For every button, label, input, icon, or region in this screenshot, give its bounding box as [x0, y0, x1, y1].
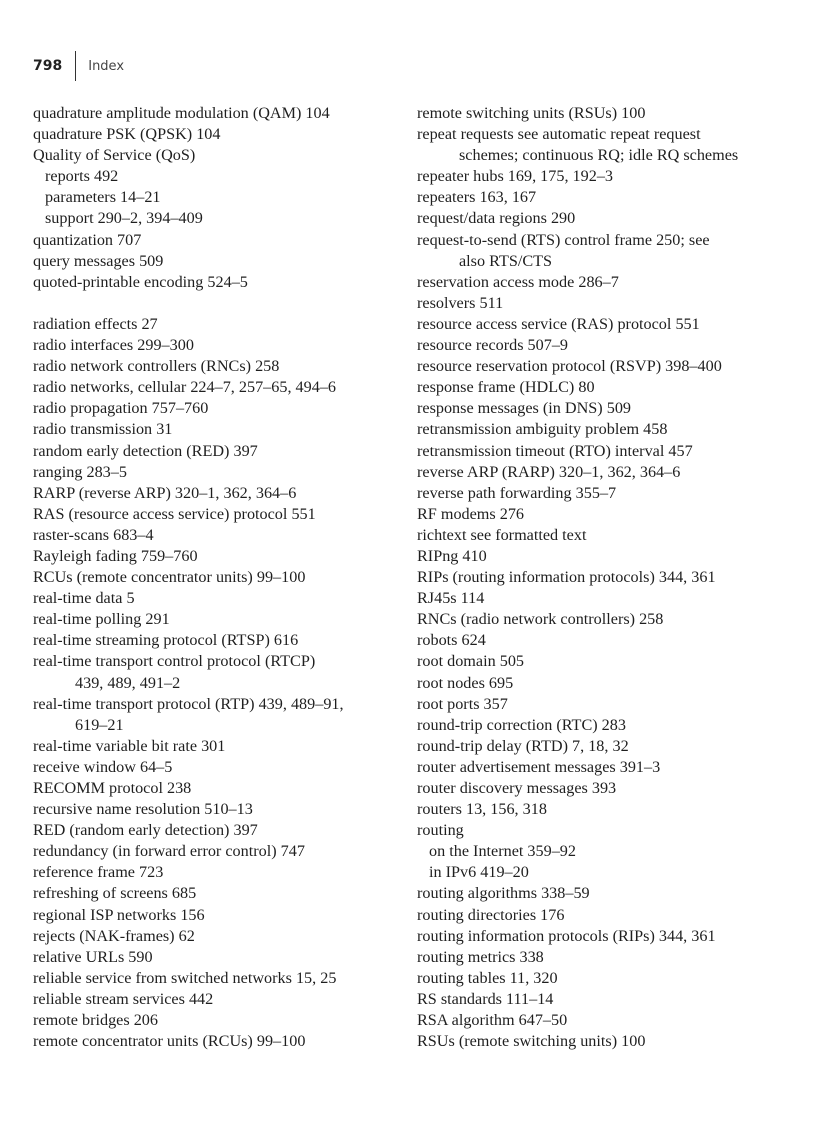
- index-entry: richtext see formatted text: [417, 525, 587, 544]
- index-entry: routing tables 11, 320: [417, 968, 558, 987]
- index-entry: response frame (HDLC) 80: [417, 378, 595, 397]
- index-entry: radio interfaces 299–300: [33, 336, 194, 355]
- index-entry-continuation: 439, 489, 491–2: [75, 673, 181, 692]
- index-entry: reliable service from switched networks 15, 25: [33, 968, 337, 987]
- index-entry: reference frame 723: [33, 863, 164, 882]
- index-entry: radio propagation 757–760: [33, 399, 209, 418]
- index-entry: raster-scans 683–4: [33, 525, 154, 544]
- index-entry: RF modems 276: [417, 504, 525, 523]
- index-entry: reverse ARP (RARP) 320–1, 362, 364–6: [417, 462, 681, 481]
- index-entry: request-to-send (RTS) control frame 250; see: [417, 230, 710, 249]
- section-gap: [33, 293, 344, 314]
- index-entry: rejects (NAK-frames) 62: [33, 926, 195, 945]
- index-entry: radio transmission 31: [33, 420, 173, 439]
- index-entry: Quality of Service (QoS): [33, 146, 196, 165]
- index-entry: receive window 64–5: [33, 757, 173, 776]
- index-entry: RNCs (radio network controllers) 258: [417, 610, 664, 629]
- index-entry: reservation access mode 286–7: [417, 272, 619, 291]
- index-entry: radio networks, cellular 224–7, 257–65, 494–6: [33, 378, 337, 397]
- index-entry: root nodes 695: [417, 673, 514, 692]
- index-entry: retransmission timeout (RTO) interval 457: [417, 441, 693, 460]
- index-entry: router discovery messages 393: [417, 779, 617, 797]
- index-entry: round-trip delay (RTD) 7, 18, 32: [417, 736, 629, 755]
- index-entry: RIPs (routing information protocols) 344, 361: [417, 568, 716, 587]
- index-subentry: reports 492: [45, 167, 119, 186]
- index-entry: recursive name resolution 510–13: [33, 800, 253, 819]
- index-entry: response messages (in DNS) 509: [417, 399, 632, 418]
- index-entry: routers 13, 156, 318: [417, 800, 547, 819]
- index-entry: RARP (reverse ARP) 320–1, 362, 364–6: [33, 483, 297, 502]
- index-entry: RSA algorithm 647–50: [417, 1011, 568, 1030]
- index-subentry: on the Internet 359–92: [429, 842, 576, 861]
- index-entry: repeater hubs 169, 175, 192–3: [417, 167, 614, 186]
- index-entry: real-time streaming protocol (RTSP) 616: [33, 631, 299, 650]
- index-entry: routing information protocols (RIPs) 344, 361: [417, 926, 716, 945]
- index-entry: RAS (resource access service) protocol 551: [33, 504, 316, 523]
- index-subentry: support 290–2, 394–409: [45, 209, 203, 228]
- index-entry: regional ISP networks 156: [33, 905, 205, 924]
- index-entry-continuation: also RTS/CTS: [459, 251, 553, 270]
- index-column-left: [33, 103, 344, 1052]
- index-entry: root domain 505: [417, 652, 525, 671]
- index-entry: router advertisement messages 391–3: [417, 757, 661, 776]
- index-entry: RS standards 111–14: [417, 989, 554, 1008]
- index-subentry: parameters 14–21: [45, 188, 161, 207]
- index-entry: refreshing of screens 685: [33, 884, 197, 903]
- index-entry: remote bridges 206: [33, 1011, 158, 1030]
- index-entry: resolvers 511: [417, 293, 504, 312]
- index-entry: reliable stream services 442: [33, 989, 214, 1008]
- index-entry: real-time variable bit rate 301: [33, 736, 226, 755]
- index-entry: quadrature amplitude modulation (QAM) 104: [33, 104, 330, 122]
- index-entry: RJ45s 114: [417, 589, 485, 608]
- index-entry: remote switching units (RSUs) 100: [417, 104, 646, 122]
- index-entry: resource reservation protocol (RSVP) 398–400: [417, 357, 722, 376]
- index-entry: ranging 283–5: [33, 462, 127, 481]
- index-entry: real-time transport control protocol (RTCP): [33, 652, 316, 671]
- index-entry: resource access service (RAS) protocol 551: [417, 314, 700, 333]
- page-number: 798: [33, 58, 63, 74]
- index-entry: routing: [417, 821, 464, 840]
- index-entry: quoted-printable encoding 524–5: [33, 272, 248, 291]
- index-entry: reverse path forwarding 355–7: [417, 483, 617, 502]
- page-header: [33, 52, 124, 80]
- index-entry: routing metrics 338: [417, 947, 544, 966]
- index-entry: RSUs (remote switching units) 100: [417, 1032, 646, 1051]
- index-entry: Rayleigh fading 759–760: [33, 546, 198, 565]
- header-divider: [75, 51, 76, 81]
- index-entry: real-time data 5: [33, 589, 135, 608]
- index-entry: random early detection (RED) 397: [33, 441, 258, 460]
- index-entry: repeaters 163, 167: [417, 188, 537, 207]
- index-entry: round-trip correction (RTC) 283: [417, 715, 626, 734]
- index-entry: real-time transport protocol (RTP) 439, 489–91,: [33, 694, 344, 713]
- index-entry: resource records 507–9: [417, 336, 569, 355]
- index-entry: radiation effects 27: [33, 314, 158, 333]
- index-entry-continuation: 619–21: [75, 715, 124, 734]
- index-entry: RCUs (remote concentrator units) 99–100: [33, 568, 306, 587]
- index-entry: relative URLs 590: [33, 947, 153, 966]
- index-entry: real-time polling 291: [33, 610, 170, 629]
- index-entry: remote concentrator units (RCUs) 99–100: [33, 1032, 306, 1051]
- index-entry: query messages 509: [33, 251, 164, 270]
- index-entry: routing algorithms 338–59: [417, 884, 590, 903]
- index-entry-continuation: schemes; continuous RQ; idle RQ schemes: [459, 146, 739, 165]
- index-column-right: [417, 103, 738, 1052]
- index-entry: routing directories 176: [417, 905, 565, 924]
- index-entry: robots 624: [417, 631, 486, 650]
- index-entry: quantization 707: [33, 230, 142, 249]
- index-entry: radio network controllers (RNCs) 258: [33, 357, 280, 376]
- index-entry: redundancy (in forward error control) 747: [33, 842, 305, 861]
- index-subentry: in IPv6 419–20: [429, 863, 529, 882]
- index-entry: quadrature PSK (QPSK) 104: [33, 125, 221, 144]
- index-entry: request/data regions 290: [417, 209, 576, 228]
- index-entry: RIPng 410: [417, 546, 487, 565]
- index-entry: repeat requests see automatic repeat request: [417, 125, 701, 144]
- index-entry: RED (random early detection) 397: [33, 821, 258, 840]
- index-entry: root ports 357: [417, 694, 508, 713]
- index-entry: retransmission ambiguity problem 458: [417, 420, 668, 439]
- index-entry: RECOMM protocol 238: [33, 779, 192, 797]
- running-head: Index: [88, 58, 125, 74]
